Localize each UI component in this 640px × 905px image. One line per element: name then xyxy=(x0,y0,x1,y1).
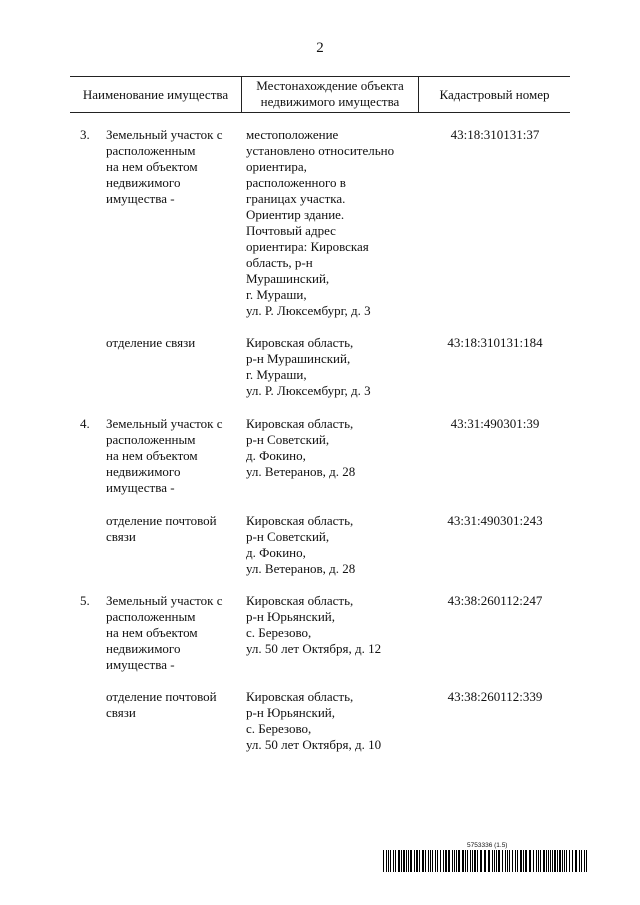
row-number: 5. xyxy=(80,593,90,608)
cadastral-number: 43:38:260112:247 xyxy=(447,593,543,608)
property-name: Земельный участок с расположенным на нем объектом недвижимого имущества - xyxy=(106,416,223,495)
row-number: 4. xyxy=(80,416,90,431)
property-location: местоположение установлено относительно ориентира, расположенного в границах участка. Ориентир здание. Почтовый адрес ориентира: Кировская область, р-н Мурашинский, г. Мураши, ул. Р. Люксембург, д. 3 xyxy=(246,127,395,318)
cadastral-number: 43:18:310131:37 xyxy=(450,127,540,142)
table-header-rule xyxy=(70,112,570,113)
property-location: Кировская область, р-н Советский, д. Фокино, ул. Ветеранов, д. 28 xyxy=(246,416,356,479)
barcode-caption: 5753336 (1.5) xyxy=(467,842,508,849)
cadastral-number: 43:31:490301:39 xyxy=(450,416,540,431)
row-number: 3. xyxy=(80,127,90,142)
property-location: Кировская область, р-н Советский, д. Фокино, ул. Ветеранов, д. 28 xyxy=(246,513,356,576)
property-location: Кировская область, р-н Мурашинский, г. Мураши, ул. Р. Люксембург, д. 3 xyxy=(246,335,371,398)
cadastral-number: 43:18:310131:184 xyxy=(447,335,543,350)
cadastral-number: 43:31:490301:243 xyxy=(447,513,543,528)
table-top-rule xyxy=(70,76,570,77)
header-name: Наименование имущества xyxy=(82,87,229,102)
barcode-icon xyxy=(383,850,588,872)
header-cadastral: Кадастровый номер xyxy=(439,87,550,102)
header-location: Местонахождение объекта недвижимого имущества xyxy=(256,78,404,109)
cadastral-number: 43:38:260112:339 xyxy=(447,689,543,704)
property-name: отделение почтовой связи xyxy=(106,513,217,544)
property-name: Земельный участок с расположенным на нем объектом недвижимого имущества - xyxy=(106,593,223,672)
page-number: 2 xyxy=(316,40,324,56)
property-location: Кировская область, р-н Юрьянский, с. Березово, ул. 50 лет Октября, д. 10 xyxy=(246,689,382,752)
property-location: Кировская область, р-н Юрьянский, с. Березово, ул. 50 лет Октября, д. 12 xyxy=(246,593,382,656)
property-name: отделение связи xyxy=(106,335,196,350)
property-name: отделение почтовой связи xyxy=(106,689,217,720)
property-name: Земельный участок с расположенным на нем объектом недвижимого имущества - xyxy=(106,127,223,206)
